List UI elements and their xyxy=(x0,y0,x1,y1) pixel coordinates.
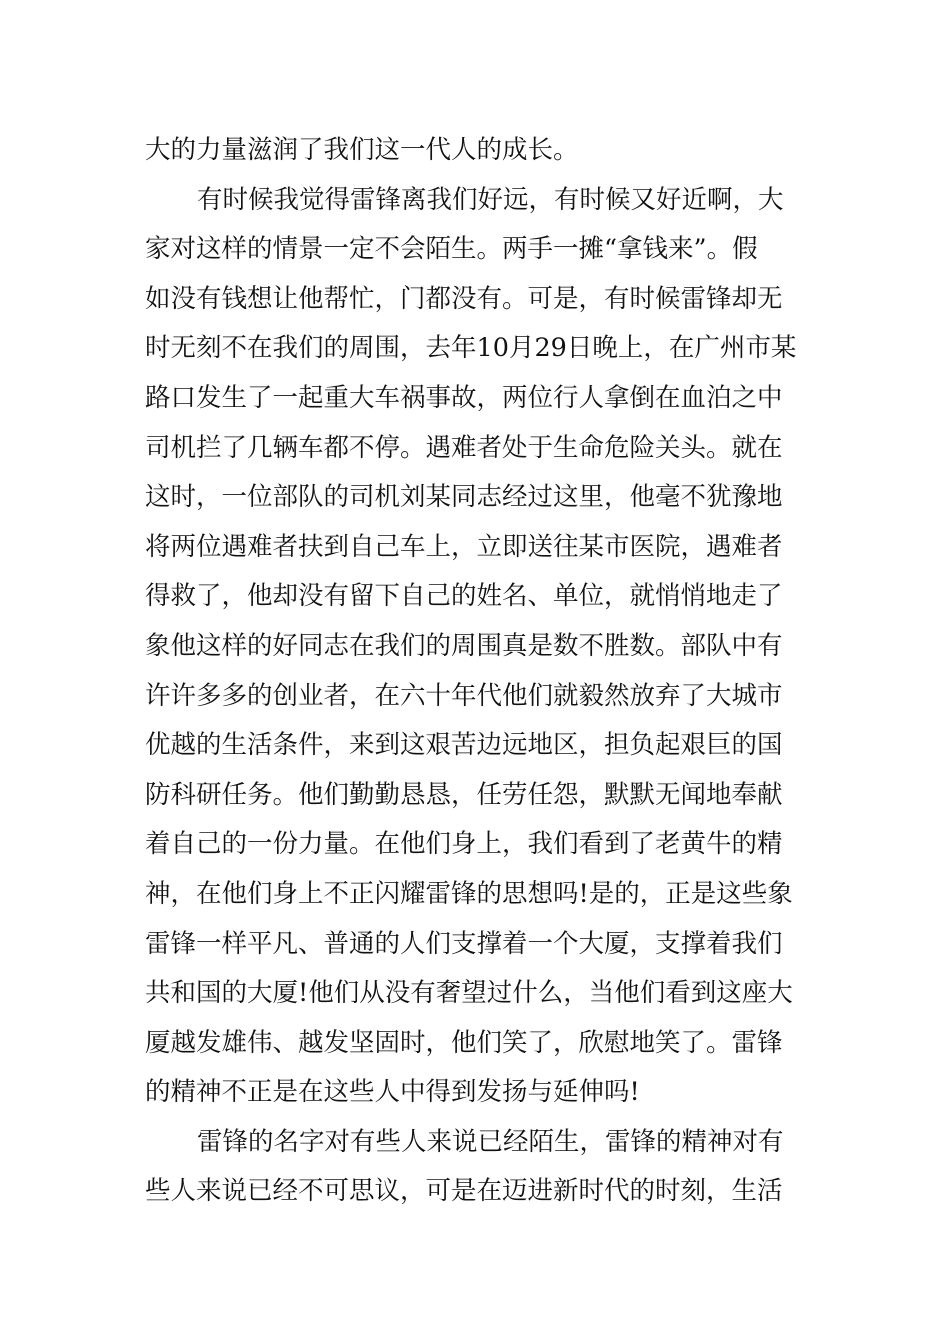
text-line: 雷锋一样平凡、普通的人们支撑着一个大厦，支撑着我们 xyxy=(145,928,783,959)
text-line: 将两位遇难者扶到自己车上，立即送往某市医院，遇难者 xyxy=(145,531,783,562)
text-line: 路口发生了一起重大车祸事故，两位行人拿倒在血泊之中 xyxy=(145,382,783,413)
text-line: 着自己的一份力量。在他们身上，我们看到了老黄牛的精 xyxy=(145,829,783,860)
text-line: 许许多多的创业者，在六十年代他们就毅然放弃了大城市 xyxy=(145,680,783,711)
text-line: 神，在他们身上不正闪耀雷锋的思想吗!是的，正是这些象 xyxy=(145,878,793,909)
text-line: 些人来说已经不可思议，可是在迈进新时代的时刻，生活 xyxy=(145,1176,783,1207)
text-line: 共和国的大厦!他们从没有奢望过什么，当他们看到这座大 xyxy=(145,978,793,1009)
text-line: 大的力量滋润了我们这一代人的成长。 xyxy=(145,135,579,165)
text-line: 有时候我觉得雷锋离我们好远，有时候又好近啊，大 xyxy=(197,184,784,215)
text-line: 的精神不正是在这些人中得到发扬与延伸吗! xyxy=(145,1077,640,1108)
text-line: 时无刻不在我们的周围，去年10月29日晚上，在广州市某 xyxy=(145,333,797,364)
text-line: 优越的生活条件，来到这艰苦边远地区，担负起艰巨的国 xyxy=(145,730,783,761)
text-line: 厦越发雄伟、越发坚固时，他们笑了，欣慰地笑了。雷锋 xyxy=(145,1027,783,1058)
text-line: 雷锋的名字对有些人来说已经陌生，雷锋的精神对有 xyxy=(197,1126,784,1157)
text-line: 防科研任务。他们勤勤恳恳，任劳任怨，默默无闻地奉献 xyxy=(145,779,783,810)
text-line: 象他这样的好同志在我们的周围真是数不胜数。部队中有 xyxy=(145,630,783,661)
text-line: 司机拦了几辆车都不停。遇难者处于生命危险关头。就在 xyxy=(145,432,783,463)
text-line: 这时，一位部队的司机刘某同志经过这里，他毫不犹豫地 xyxy=(145,482,783,513)
document-body xyxy=(145,126,807,1217)
text-line: 如没有钱想让他帮忙，门都没有。可是，有时候雷锋却无 xyxy=(145,283,783,314)
text-line: 家对这样的情景一定不会陌生。两手一摊“拿钱来”。假 xyxy=(145,234,758,265)
text-line: 得救了，他却没有留下自己的姓名、单位，就悄悄地走了 xyxy=(145,581,783,612)
